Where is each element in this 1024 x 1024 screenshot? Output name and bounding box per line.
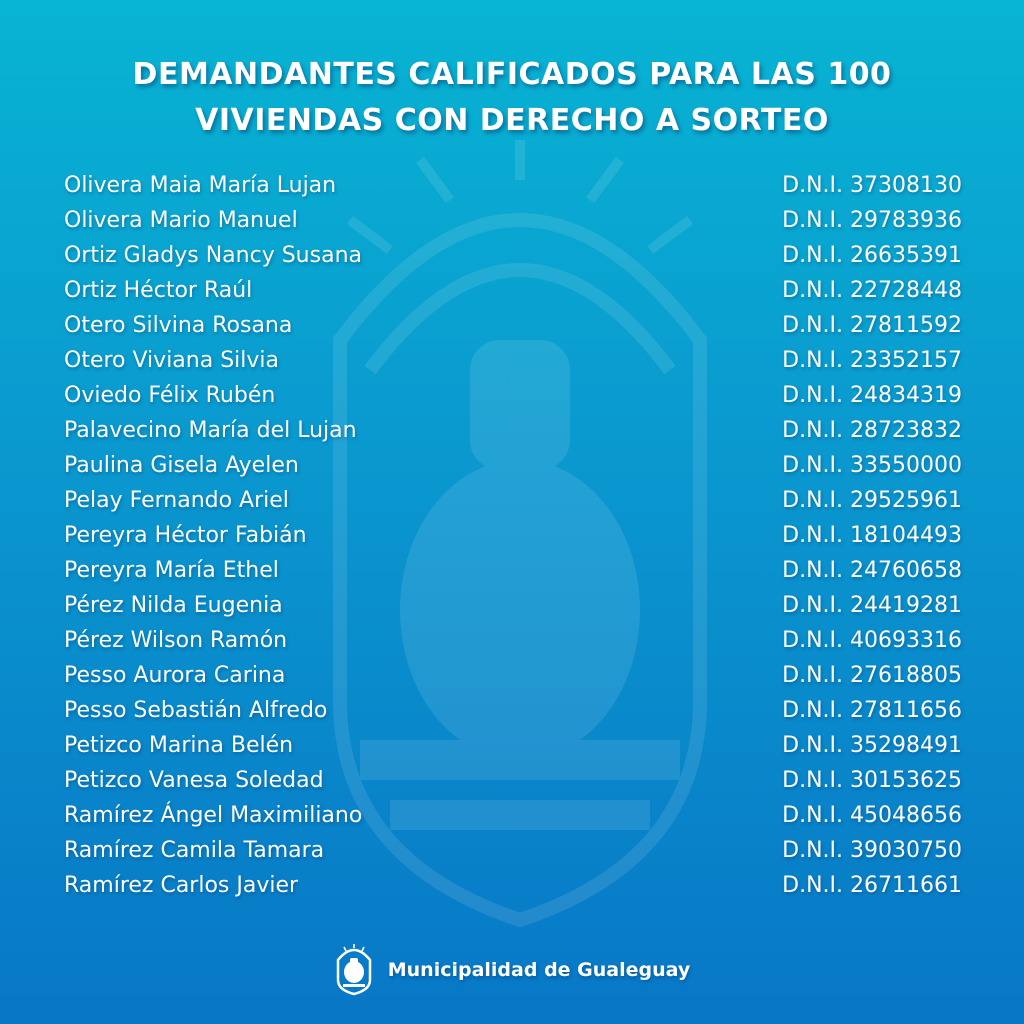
applicant-dni: D.N.I. 27618805 [782, 663, 962, 688]
page-title [0, 52, 1024, 144]
applicant-name: Pesso Aurora Carina [64, 663, 286, 688]
applicant-dni: D.N.I. 30153625 [782, 768, 962, 793]
applicant-dni: D.N.I. 39030750 [782, 838, 962, 863]
list-item [64, 273, 962, 308]
list-item [64, 553, 962, 588]
title-line-1: DEMANDANTES CALIFICADOS PARA LAS 100 [132, 57, 892, 92]
list-item [64, 238, 962, 273]
applicant-dni: D.N.I. 35298491 [782, 733, 962, 758]
applicant-name: Pereyra María Ethel [64, 558, 279, 583]
applicant-name: Olivera Maia María Lujan [64, 173, 337, 198]
list-item [64, 483, 962, 518]
applicant-name: Otero Viviana Silvia [64, 348, 280, 373]
list-item [64, 623, 962, 658]
applicant-name: Pérez Nilda Eugenia [64, 593, 283, 618]
applicant-dni: D.N.I. 29783936 [782, 208, 962, 233]
applicant-dni: D.N.I. 26711661 [782, 873, 962, 898]
applicant-name: Paulina Gisela Ayelen [64, 453, 299, 478]
list-item [64, 588, 962, 623]
list-item [64, 343, 962, 378]
footer [0, 940, 1024, 1000]
title-line-2: VIVIENDAS CON DERECHO A SORTEO [195, 103, 829, 138]
applicant-dni: D.N.I. 26635391 [782, 243, 962, 268]
applicant-dni: D.N.I. 24419281 [782, 593, 962, 618]
applicants-list [64, 168, 962, 903]
applicant-dni: D.N.I. 37308130 [782, 173, 962, 198]
applicant-dni: D.N.I. 40693316 [782, 628, 962, 653]
applicant-dni: D.N.I. 27811592 [782, 313, 962, 338]
applicant-dni: D.N.I. 24834319 [782, 383, 962, 408]
applicant-name: Palavecino María del Lujan [64, 418, 357, 443]
list-item [64, 798, 962, 833]
applicant-dni: D.N.I. 18104493 [782, 523, 962, 548]
applicant-dni: D.N.I. 24760658 [782, 558, 962, 583]
list-item [64, 308, 962, 343]
list-item [64, 693, 962, 728]
applicant-dni: D.N.I. 28723832 [782, 418, 962, 443]
applicant-dni: D.N.I. 22728448 [782, 278, 962, 303]
applicant-name: Pereyra Héctor Fabián [64, 523, 307, 548]
list-item [64, 413, 962, 448]
list-item [64, 658, 962, 693]
applicant-name: Ortiz Héctor Raúl [64, 278, 253, 303]
applicant-name: Pérez Wilson Ramón [64, 628, 288, 653]
applicant-dni: D.N.I. 27811656 [782, 698, 962, 723]
applicant-name: Ramírez Ángel Maximiliano [64, 803, 363, 828]
applicant-name: Ramírez Camila Tamara [64, 838, 325, 863]
list-item [64, 763, 962, 798]
list-item [64, 728, 962, 763]
applicant-dni: D.N.I. 29525961 [782, 488, 962, 513]
municipal-shield-icon [334, 944, 374, 996]
list-item [64, 448, 962, 483]
applicant-dni: D.N.I. 33550000 [782, 453, 962, 478]
applicant-dni: D.N.I. 23352157 [782, 348, 962, 373]
applicant-name: Petizco Vanesa Soledad [64, 768, 324, 793]
list-item [64, 518, 962, 553]
applicant-name: Olivera Mario Manuel [64, 208, 298, 233]
applicant-name: Ramírez Carlos Javier [64, 873, 299, 898]
applicant-name: Ortiz Gladys Nancy Susana [64, 243, 362, 268]
applicant-name: Oviedo Félix Rubén [64, 383, 276, 408]
list-item [64, 168, 962, 203]
list-item [64, 203, 962, 238]
list-item [64, 868, 962, 903]
applicant-name: Pelay Fernando Ariel [64, 488, 289, 513]
applicant-name: Otero Silvina Rosana [64, 313, 293, 338]
municipality-name: Municipalidad de Gualeguay [387, 959, 691, 981]
applicant-name: Pesso Sebastián Alfredo [64, 698, 328, 723]
list-item [64, 833, 962, 868]
list-item [64, 378, 962, 413]
applicant-name: Petizco Marina Belén [64, 733, 294, 758]
applicant-dni: D.N.I. 45048656 [782, 803, 962, 828]
